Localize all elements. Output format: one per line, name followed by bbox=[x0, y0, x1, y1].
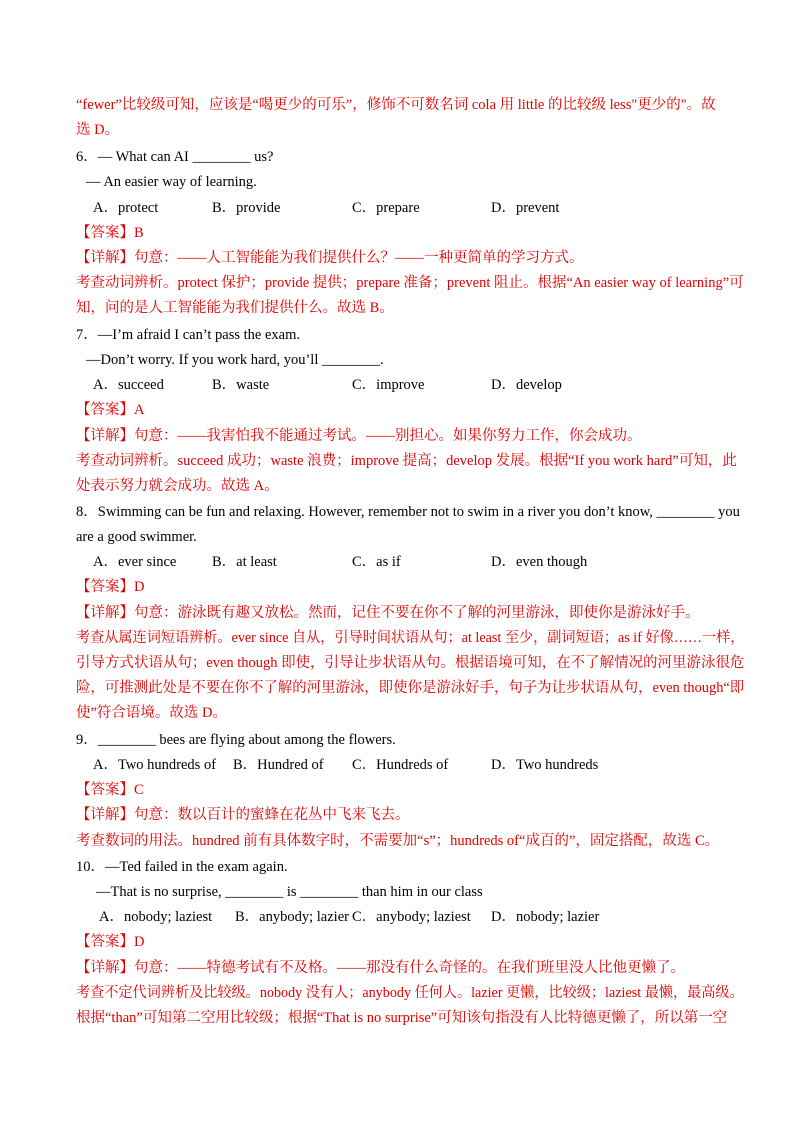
q7-explain-2: 考查动词辨析。succeed 成功；waste 浪费；improve 提高；develop 发展。根据“If you work hard”可知，此 bbox=[76, 453, 737, 469]
q9-stem-1: 9．________ bees are flying about among the flowers. bbox=[76, 732, 396, 748]
q7-stem-2: —Don’t worry. If you work hard, you’ll ________. bbox=[86, 352, 384, 368]
q8-explain-5: 使”符合语境。故选 D。 bbox=[76, 705, 228, 721]
q8-option-c: C．as if bbox=[352, 554, 401, 570]
q6-answer: 【答案】B bbox=[76, 225, 144, 241]
intro-line-1: “fewer”比较级可知，应该是“喝更少的可乐”，修饰不可数名词 cola 用 little 的比较级 less"更少的"。故 bbox=[76, 97, 716, 113]
q10-stem-1: 10．—Ted failed in the exam again. bbox=[76, 859, 288, 875]
q8-stem-2: are a good swimmer. bbox=[76, 529, 197, 545]
q7-explain-3: 处表示努力就会成功。故选 A。 bbox=[76, 478, 279, 494]
q8-option-a: A．ever since bbox=[93, 554, 177, 570]
q9-explain-2: 考查数词的用法。hundred 前有具体数字时，不需要加“s”；hundreds of“成百的”，固定搭配，故选 C。 bbox=[76, 833, 720, 849]
q6-explain-3: 知，问的是人工智能能为我们提供什么。故选 B。 bbox=[76, 300, 394, 316]
q10-option-a: A．nobody; laziest bbox=[99, 909, 213, 925]
q8-explain-1: 【详解】句意：游泳既有趣又放松。然而，记住不要在你不了解的河里游泳，即使你是游泳好手。 bbox=[76, 605, 700, 621]
q7-explain-1: 【详解】句意：——我害怕我不能通过考试。——别担心。如果你努力工作，你会成功。 bbox=[76, 428, 642, 444]
q9-option-a: A．Two hundreds of bbox=[93, 757, 217, 773]
q9-option-b: B．Hundred of bbox=[233, 757, 324, 773]
q10-option-c: C．anybody; laziest bbox=[352, 909, 471, 925]
q8-explain-2: 考查从属连词短语辨析。ever since 自从，引导时间状语从句；at least 至少，副词短语；as if 好像……一样， bbox=[76, 630, 745, 646]
q6-option-a: A．protect bbox=[93, 200, 159, 216]
q10-option-b: B．anybody; lazier bbox=[235, 909, 349, 925]
q7-option-c: C．improve bbox=[352, 377, 425, 393]
q7-option-d: D．develop bbox=[491, 377, 562, 393]
q6-stem-1: 6．— What can AI ________ us? bbox=[76, 149, 274, 165]
q8-explain-3: 引导方式状语从句；even though 即使，引导让步状语从句。根据语境可知，在不了解情况的河里游泳很危 bbox=[76, 655, 745, 671]
q7-stem-1: 7．—I’m afraid I can’t pass the exam. bbox=[76, 327, 300, 343]
q7-option-a: A．succeed bbox=[93, 377, 164, 393]
q6-explain-2: 考查动词辨析。protect 保护；provide 提供；prepare 准备；prevent 阻止。根据“An easier way of learning”可 bbox=[76, 275, 744, 291]
q8-option-d: D．even though bbox=[491, 554, 588, 570]
q7-answer: 【答案】A bbox=[76, 402, 145, 418]
q7-option-b: B．waste bbox=[212, 377, 270, 393]
q6-stem-2: — An easier way of learning. bbox=[86, 174, 257, 190]
q6-explain-1: 【详解】句意：——人工智能能为我们提供什么？——一种更简单的学习方式。 bbox=[76, 250, 584, 266]
q8-explain-4: 险，可推测此处是不要在你不了解的河里游泳，即使你是游泳好手，句子为让步状语从句，even though“即 bbox=[76, 680, 745, 696]
q6-option-c: C．prepare bbox=[352, 200, 420, 216]
intro-line-2: 选 D。 bbox=[76, 122, 120, 138]
q10-option-d: D．nobody; lazier bbox=[491, 909, 600, 925]
q6-option-d: D．prevent bbox=[491, 200, 560, 216]
q9-option-d: D．Two hundreds bbox=[491, 757, 599, 773]
q9-option-c: C．Hundreds of bbox=[352, 757, 449, 773]
q8-option-b: B．at least bbox=[212, 554, 277, 570]
q10-explain-1: 【详解】句意：——特德考试有不及格。——那没有什么奇怪的。在我们班里没人比他更懒了。 bbox=[76, 960, 685, 976]
q10-stem-2: —That is no surprise, ________ is ________ than him in our class bbox=[96, 884, 483, 900]
q8-stem-1: 8．Swimming can be fun and relaxing. However, remember not to swim in a river you don’t know, ________ you bbox=[76, 504, 740, 520]
q9-explain-1: 【详解】句意：数以百计的蜜蜂在花丛中飞来飞去。 bbox=[76, 807, 410, 823]
q10-answer: 【答案】D bbox=[76, 934, 145, 950]
q10-explain-3: 根据“than”可知第二空用比较级；根据“That is no surprise”可知该句指没有人比特德更懒了，所以第一空 bbox=[76, 1010, 728, 1026]
q8-answer: 【答案】D bbox=[76, 579, 145, 595]
q6-option-b: B．provide bbox=[212, 200, 281, 216]
q9-answer: 【答案】C bbox=[76, 782, 144, 798]
q10-explain-2: 考查不定代词辨析及比较级。nobody 没有人；anybody 任何人。lazier 更懒，比较级；laziest 最懒，最高级。 bbox=[76, 985, 744, 1001]
